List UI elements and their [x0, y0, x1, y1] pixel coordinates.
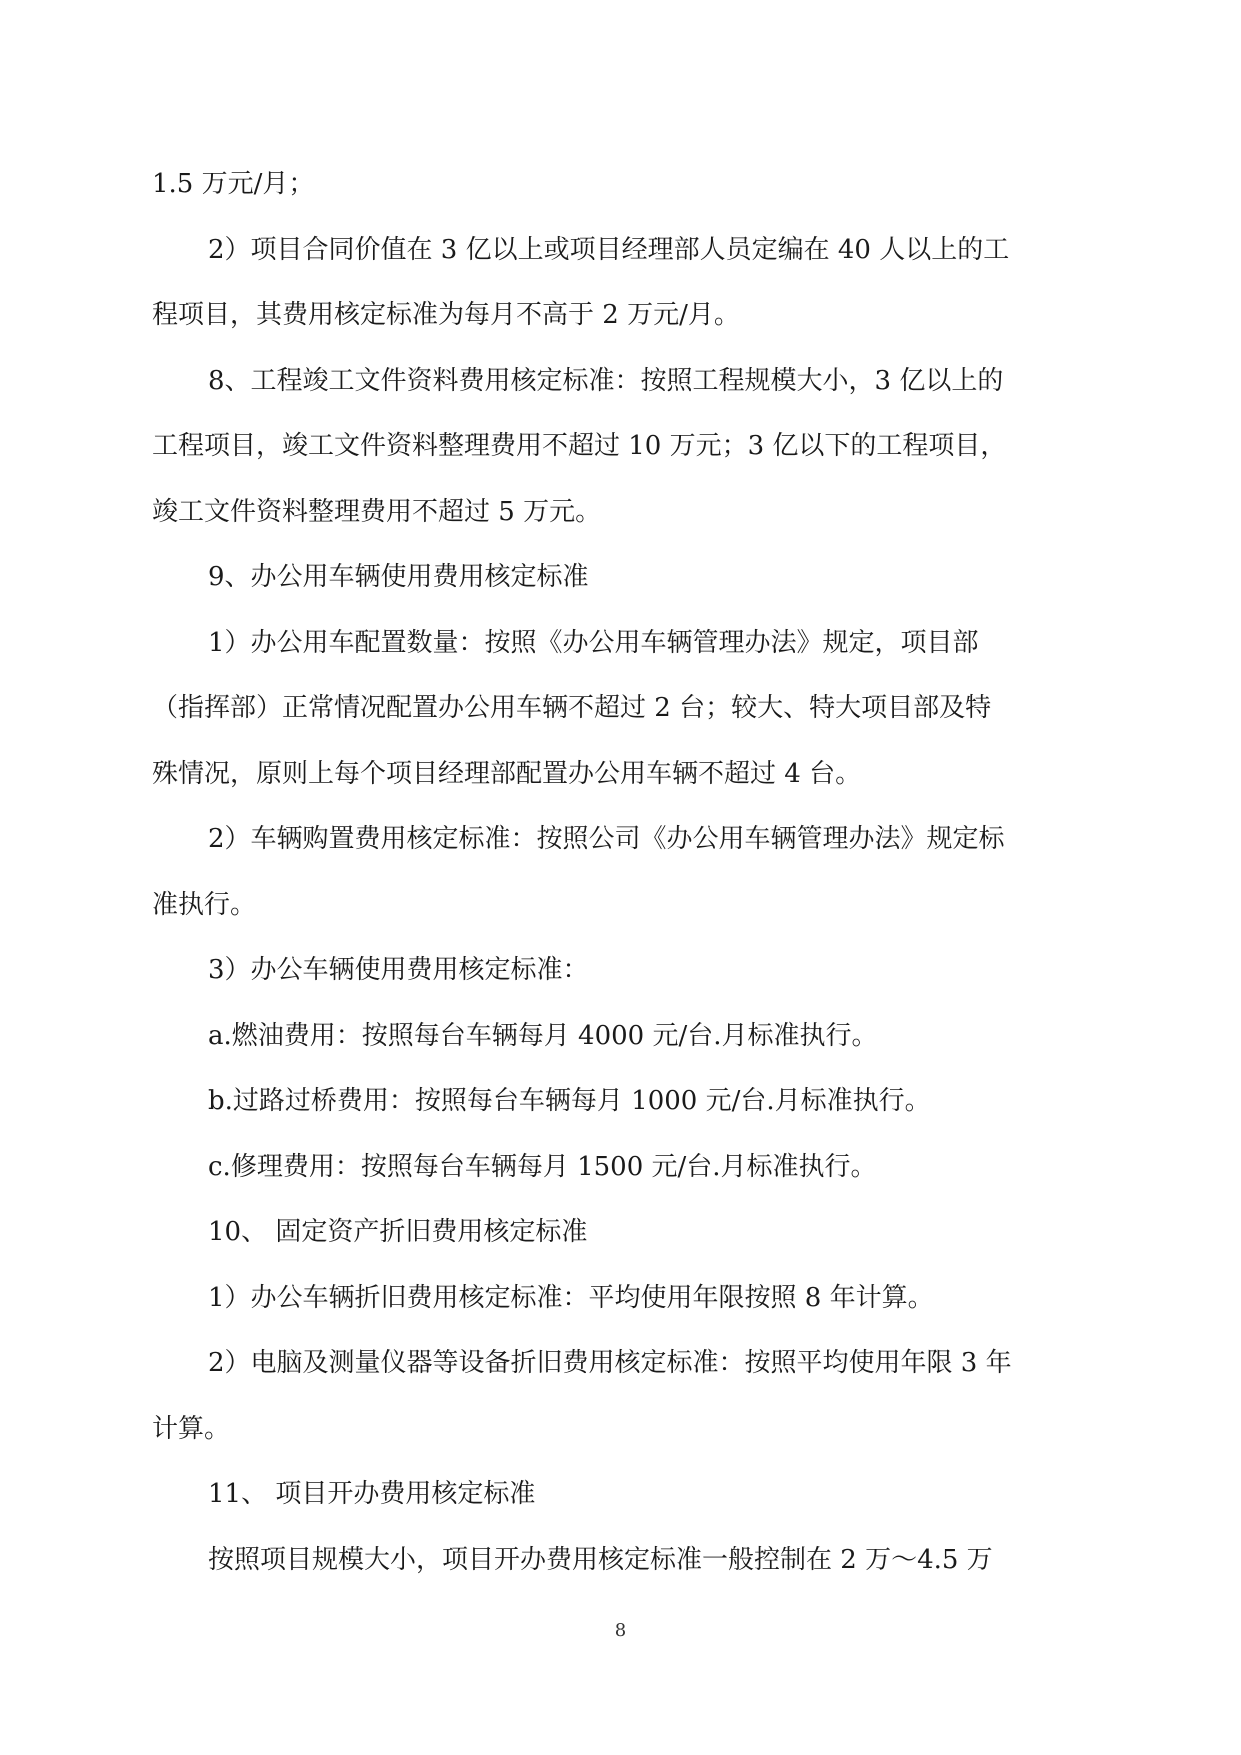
- text-line: 1）办公用车配置数量：按照《办公用车辆管理办法》规定，项目部: [208, 627, 979, 658]
- text-line: 2）车辆购置费用核定标准：按照公司《办公用车辆管理办法》规定标: [208, 824, 1005, 854]
- text-line: 1）办公车辆折旧费用核定标准：平均使用年限按照 8 年计算。: [208, 1282, 934, 1313]
- page-number: 8: [614, 1620, 627, 1641]
- text-line: 工程项目，竣工文件资料整理费用不超过 10 万元；3 亿以下的工程项目，: [152, 431, 1007, 461]
- document-body: [152, 152, 1092, 1593]
- text-line: 计算。: [152, 1413, 231, 1444]
- text-line: 3）办公车辆使用费用核定标准：: [208, 955, 589, 985]
- section-heading: 10、 固定资产折旧费用核定标准: [208, 1217, 588, 1247]
- text-line: 殊情况，原则上每个项目经理部配置办公用车辆不超过 4 台。: [152, 758, 862, 789]
- text-line: 2）电脑及测量仪器等设备折旧费用核定标准：按照平均使用年限 3 年: [208, 1348, 1012, 1378]
- section-heading: 8、工程竣工文件资料费用核定标准：按照工程规模大小，3 亿以上的: [208, 365, 1004, 396]
- text-line: （指挥部）正常情况配置办公用车辆不超过 2 台；较大、特大项目部及特: [152, 693, 992, 723]
- text-line: 准执行。: [152, 889, 257, 920]
- text-line: 按照项目规模大小，项目开办费用核定标准一般控制在 2 万～4.5 万: [208, 1544, 993, 1575]
- text-line: 2）项目合同价值在 3 亿以上或项目经理部人员定编在 40 人以上的工: [208, 234, 1010, 265]
- section-heading: 9、办公用车辆使用费用核定标准: [208, 562, 589, 592]
- list-item: a.燃油费用：按照每台车辆每月 4000 元/台.月标准执行。: [208, 1020, 878, 1051]
- list-item: b.过路过桥费用：按照每台车辆每月 1000 元/台.月标准执行。: [208, 1086, 931, 1116]
- text-line: 竣工文件资料整理费用不超过 5 万元。: [152, 496, 602, 527]
- list-item: c.修理费用：按照每台车辆每月 1500 元/台.月标准执行。: [208, 1151, 877, 1182]
- text-line: 1.5 万元/月；: [152, 169, 315, 199]
- section-heading: 11、 项目开办费用核定标准: [208, 1479, 536, 1509]
- text-line: 程项目，其费用核定标准为每月不高于 2 万元/月。: [152, 300, 740, 330]
